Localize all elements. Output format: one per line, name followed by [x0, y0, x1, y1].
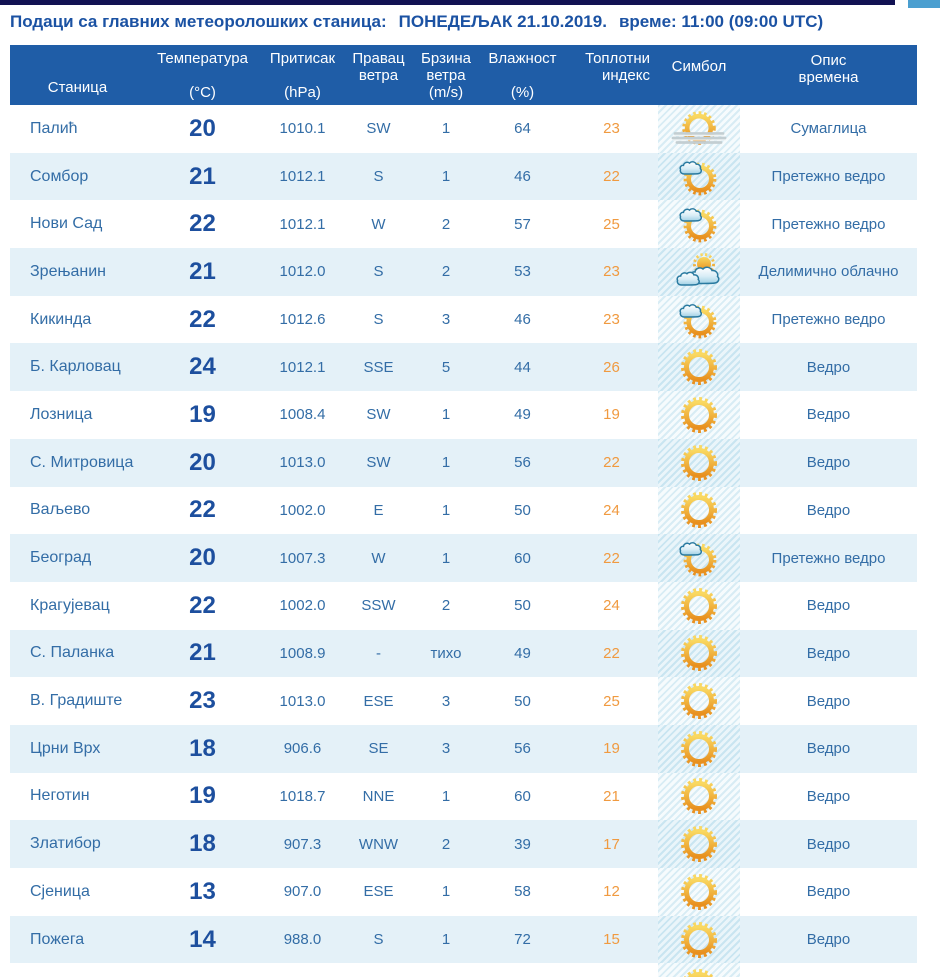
page-title-prefix: Подаци са главних метеоролошких станица: — [10, 12, 387, 31]
wind-speed-value: 2 — [441, 835, 451, 853]
sun-icon — [679, 347, 719, 387]
symbol-cell — [658, 248, 740, 296]
pressure-value: 988.0 — [283, 931, 322, 949]
table-row — [10, 963, 917, 977]
pressure-value: 1013.0 — [279, 692, 326, 710]
wind-speed-value: 3 — [441, 740, 451, 758]
wind-speed-value: 5 — [441, 358, 451, 376]
weather-description: Ведро — [806, 787, 851, 805]
humidity-value: 72 — [514, 931, 531, 949]
pressure-value: 1012.1 — [279, 168, 326, 186]
station-name: Лозница — [30, 405, 93, 423]
sun-icon — [679, 395, 719, 435]
pressure-value: 907.3 — [283, 835, 322, 853]
sun-icon — [679, 490, 719, 530]
temperature-value: 19 — [189, 782, 216, 810]
heat-index-value: 19 — [603, 406, 620, 424]
top-right-partial-element — [908, 0, 940, 8]
heat-index-value: 23 — [603, 263, 620, 281]
symbol-cell — [658, 439, 740, 487]
temperature-value: 22 — [189, 210, 216, 238]
station-name: Зрењанин — [30, 262, 106, 280]
weather-description: Ведро — [806, 406, 851, 424]
pressure-value: 1012.0 — [279, 263, 326, 281]
heat-index-value: 25 — [603, 215, 620, 233]
table-row — [10, 296, 917, 344]
temperature-value: 19 — [189, 400, 216, 428]
heat-index-value: 22 — [603, 644, 620, 662]
pressure-value: 1012.1 — [279, 358, 326, 376]
heat-index-value: 15 — [603, 931, 620, 949]
table-row — [10, 153, 917, 201]
heat-index-value: 23 — [603, 311, 620, 329]
header-wind-speed: Брзина ветра (m/s) — [421, 50, 471, 101]
weather-description: Делимично облачно — [758, 263, 899, 281]
station-name: С. Паланка — [30, 644, 115, 662]
wind-speed-value: 2 — [441, 263, 451, 281]
symbol-cell — [658, 343, 740, 391]
table-row — [10, 916, 917, 964]
symbol-cell — [658, 773, 740, 821]
wind-speed-value: 1 — [441, 883, 451, 901]
heat-index-value: 26 — [603, 358, 620, 376]
wind-direction-value: ESE — [363, 883, 394, 901]
sun-icon — [679, 776, 719, 816]
header-symbol: Симбол — [671, 58, 727, 75]
pressure-value: 906.6 — [283, 740, 322, 758]
heat-index-value: 23 — [603, 120, 620, 138]
page-title-date: ПОНЕДЕЉАК 21.10.2019. — [398, 12, 607, 31]
sun-fog-icon — [671, 109, 727, 149]
wind-speed-value: 1 — [441, 406, 451, 424]
station-name: Нови Сад — [30, 215, 103, 233]
wind-speed-value: 3 — [441, 692, 451, 710]
sun-icon — [679, 824, 719, 864]
table-header-row — [10, 45, 917, 105]
symbol-cell — [658, 725, 740, 773]
wind-direction-value: S — [373, 931, 384, 949]
humidity-value: 56 — [514, 740, 531, 758]
header-humidity: Влажност (%) — [488, 50, 557, 101]
pressure-value: 1002.0 — [279, 501, 326, 519]
wind-direction-value: - — [376, 644, 381, 662]
symbol-cell — [658, 868, 740, 916]
temperature-value: 22 — [189, 591, 216, 619]
weather-description: Ведро — [806, 501, 851, 519]
temperature-value: 18 — [189, 734, 216, 762]
wind-speed-value: 2 — [441, 215, 451, 233]
header-temperature: Температура (°C) — [157, 50, 248, 101]
station-name: Кикинда — [30, 310, 92, 328]
header-pressure: Притисак (hPa) — [269, 50, 336, 101]
pressure-value: 1008.4 — [279, 406, 326, 424]
table-row — [10, 487, 917, 535]
weather-description: Претежно ведро — [771, 168, 886, 186]
pressure-value: 1010.1 — [279, 120, 326, 138]
humidity-value: 58 — [514, 883, 531, 901]
temperature-value: 22 — [189, 305, 216, 333]
pressure-value: 1002.0 — [279, 597, 326, 615]
wind-speed-value: 1 — [441, 168, 451, 186]
sun-icon — [679, 729, 719, 769]
heat-index-value: 25 — [603, 692, 620, 710]
humidity-value: 44 — [514, 358, 531, 376]
pressure-value: 1007.3 — [279, 549, 326, 567]
temperature-value: 21 — [189, 639, 216, 667]
humidity-value: 49 — [514, 644, 531, 662]
header-heat-index: Топлотни индекс — [585, 50, 650, 84]
sun-icon — [679, 872, 719, 912]
wind-direction-value: W — [371, 549, 386, 567]
station-name: Златибор — [30, 835, 101, 853]
station-name: Београд — [30, 549, 92, 567]
pressure-value: 1012.1 — [279, 215, 326, 233]
station-name: Палић — [30, 119, 78, 137]
heat-index-value: 17 — [603, 835, 620, 853]
humidity-value: 50 — [514, 597, 531, 615]
wind-direction-value: S — [373, 168, 384, 186]
station-name: С. Митровица — [30, 453, 134, 471]
temperature-value: 20 — [189, 544, 216, 572]
humidity-value: 50 — [514, 501, 531, 519]
humidity-value: 46 — [514, 311, 531, 329]
humidity-value: 50 — [514, 692, 531, 710]
symbol-cell — [658, 677, 740, 725]
pressure-value: 1012.6 — [279, 311, 326, 329]
heat-index-value: 21 — [603, 787, 620, 805]
wind-direction-value: SW — [366, 454, 391, 472]
pressure-value: 1013.0 — [279, 454, 326, 472]
humidity-value: 56 — [514, 454, 531, 472]
heat-index-value: 24 — [603, 501, 620, 519]
table-row — [10, 630, 917, 678]
sun-small-cloud-icon — [678, 300, 720, 340]
weather-description: Ведро — [806, 931, 851, 949]
wind-speed-value: 1 — [441, 931, 451, 949]
weather-description: Претежно ведро — [771, 311, 886, 329]
heat-index-value: 22 — [603, 168, 620, 186]
sun-small-cloud-icon — [678, 204, 720, 244]
weather-description: Ведро — [806, 835, 851, 853]
weather-description: Ведро — [806, 597, 851, 615]
weather-description: Претежно ведро — [771, 215, 886, 233]
weather-description: Ведро — [806, 358, 851, 376]
temperature-value: 22 — [189, 496, 216, 524]
symbol-cell — [658, 582, 740, 630]
station-name: Неготин — [30, 787, 90, 805]
table-row — [10, 677, 917, 725]
wind-direction-value: SW — [366, 120, 391, 138]
humidity-value: 46 — [514, 168, 531, 186]
temperature-value: 13 — [189, 877, 216, 905]
page-title-time: време: 11:00 (09:00 UTC) — [618, 12, 824, 31]
station-name: Крагујевац — [30, 596, 110, 614]
temperature-value: 21 — [189, 162, 216, 190]
symbol-cell — [658, 296, 740, 344]
humidity-value: 49 — [514, 406, 531, 424]
humidity-value: 64 — [514, 120, 531, 138]
table-row — [10, 200, 917, 248]
humidity-value: 60 — [514, 787, 531, 805]
temperature-value: 20 — [189, 114, 216, 142]
top-divider-bar — [0, 0, 895, 5]
table-row — [10, 534, 917, 582]
heat-index-value: 19 — [603, 740, 620, 758]
temperature-value: 18 — [189, 830, 216, 858]
weather-description: Ведро — [806, 692, 851, 710]
symbol-cell — [658, 630, 740, 678]
table-row — [10, 439, 917, 487]
wind-direction-value: SE — [368, 740, 389, 758]
table-row — [10, 725, 917, 773]
header-wind-direction: Правац ветра — [352, 50, 405, 84]
temperature-value: 14 — [189, 925, 216, 953]
symbol-cell — [658, 487, 740, 535]
sun-small-cloud-icon — [678, 538, 720, 578]
symbol-cell — [658, 391, 740, 439]
station-name: Ваљево — [30, 501, 91, 519]
table-row — [10, 868, 917, 916]
sun-icon — [679, 633, 719, 673]
sun-icon — [679, 681, 719, 721]
wind-speed-value: 1 — [441, 549, 451, 567]
pressure-value: 907.0 — [283, 883, 322, 901]
wind-direction-value: NNE — [362, 787, 395, 805]
sun-icon — [679, 920, 719, 960]
heat-index-value: 22 — [603, 549, 620, 567]
wind-direction-value: ESE — [363, 692, 394, 710]
table-row — [10, 105, 917, 153]
humidity-value: 60 — [514, 549, 531, 567]
wind-speed-value: 1 — [441, 501, 451, 519]
station-name: Пожега — [30, 930, 85, 948]
weather-description: Ведро — [806, 740, 851, 758]
wind-direction-value: SSW — [361, 597, 396, 615]
symbol-cell — [658, 200, 740, 248]
wind-direction-value: SW — [366, 406, 391, 424]
pressure-value: 1008.9 — [279, 644, 326, 662]
wind-direction-value: E — [373, 501, 384, 519]
sun-icon — [679, 586, 719, 626]
header-description: Опис времена — [798, 52, 859, 86]
wind-direction-value: WNW — [358, 835, 399, 853]
wind-direction-value: S — [373, 263, 384, 281]
station-name: Б. Карловац — [30, 358, 121, 376]
sun-small-cloud-icon — [678, 157, 720, 197]
station-name: Сомбор — [30, 167, 89, 185]
temperature-value: 24 — [189, 353, 216, 381]
wind-speed-value: 3 — [441, 311, 451, 329]
temperature-value: 21 — [189, 257, 216, 285]
symbol-cell — [658, 534, 740, 582]
header-station: Станица — [47, 79, 108, 96]
wind-speed-value: 1 — [441, 454, 451, 472]
station-name: В. Градиште — [30, 692, 123, 710]
table-body — [10, 105, 917, 977]
table-row — [10, 343, 917, 391]
wind-speed-value: тихо — [430, 644, 462, 662]
wind-direction-value: SSE — [363, 358, 394, 376]
sun-icon — [679, 967, 719, 977]
humidity-value: 53 — [514, 263, 531, 281]
symbol-cell — [658, 916, 740, 964]
weather-description: Претежно ведро — [771, 549, 886, 567]
heat-index-value: 12 — [603, 883, 620, 901]
table-row — [10, 248, 917, 296]
temperature-value: 20 — [189, 448, 216, 476]
table-row — [10, 773, 917, 821]
symbol-cell — [658, 153, 740, 201]
weather-table — [10, 45, 917, 977]
weather-description: Ведро — [806, 454, 851, 472]
weather-description: Ведро — [806, 644, 851, 662]
weather-description: Ведро — [806, 883, 851, 901]
heat-index-value: 24 — [603, 597, 620, 615]
sun-clouds-icon — [676, 252, 722, 292]
sun-icon — [679, 443, 719, 483]
page-title — [10, 12, 930, 32]
table-row — [10, 582, 917, 630]
station-name: Сјеница — [30, 882, 90, 900]
wind-direction-value: W — [371, 215, 386, 233]
heat-index-value: 22 — [603, 454, 620, 472]
symbol-cell — [658, 820, 740, 868]
station-name: Црни Врх — [30, 739, 101, 757]
weather-description: Сумаглица — [790, 120, 867, 138]
wind-speed-value: 1 — [441, 787, 451, 805]
symbol-cell — [658, 963, 740, 977]
humidity-value: 57 — [514, 215, 531, 233]
table-row — [10, 820, 917, 868]
wind-speed-value: 2 — [441, 597, 451, 615]
humidity-value: 39 — [514, 835, 531, 853]
symbol-cell — [658, 105, 740, 153]
table-row — [10, 391, 917, 439]
wind-speed-value: 1 — [441, 120, 451, 138]
temperature-value: 23 — [189, 687, 216, 715]
wind-direction-value: S — [373, 311, 384, 329]
pressure-value: 1018.7 — [279, 787, 326, 805]
